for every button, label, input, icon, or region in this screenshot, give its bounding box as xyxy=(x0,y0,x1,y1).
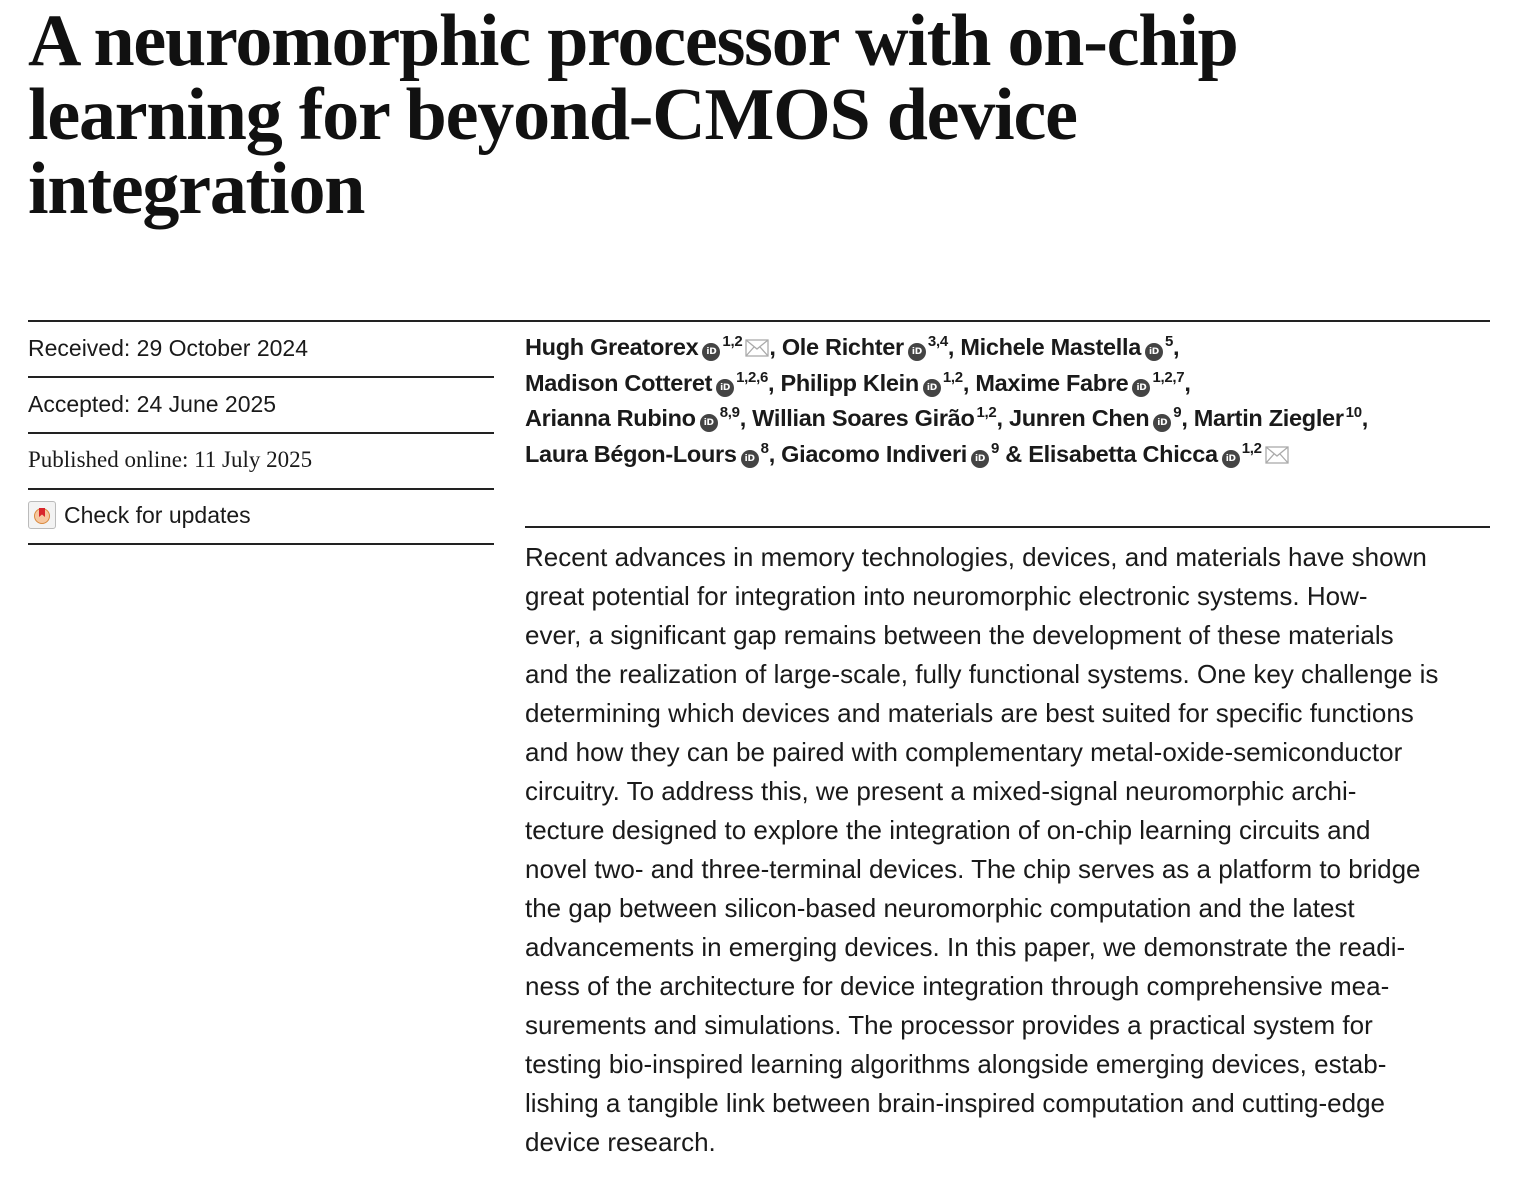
title-line: learning for beyond-CMOS device xyxy=(28,74,1077,156)
author[interactable] xyxy=(782,334,948,360)
abstract-line: Recent advances in memory technologies, devices, and materials have shown xyxy=(525,542,1427,572)
author-name: Arianna Rubino xyxy=(525,405,696,431)
author[interactable] xyxy=(525,334,769,360)
check-for-updates-link[interactable] xyxy=(28,500,251,530)
published-date: Published online: 11 July 2025 xyxy=(28,447,313,472)
affiliation: 3,4 xyxy=(927,333,948,350)
affiliation: 5 xyxy=(1165,333,1174,350)
author[interactable] xyxy=(975,370,1184,396)
affiliation: 1,2,6 xyxy=(736,368,768,386)
title-line: A neuromorphic processor with on-chip xyxy=(28,0,1238,82)
paper-title xyxy=(28,0,1468,230)
email-icon[interactable] xyxy=(1265,439,1289,475)
affiliation: 10 xyxy=(1345,404,1362,421)
affiliation: 1,2 xyxy=(722,333,743,350)
meta-divider xyxy=(28,543,494,545)
affiliation: 1,2 xyxy=(1241,439,1262,457)
meta-divider xyxy=(28,376,494,378)
email-icon[interactable] xyxy=(745,332,769,368)
received-date: Received: 29 October 2024 xyxy=(28,335,309,361)
author[interactable] xyxy=(960,334,1173,360)
orcid-icon[interactable]: iD xyxy=(971,450,989,468)
author[interactable] xyxy=(525,405,740,431)
abstract-line: great potential for integration into neuromorphic electronic systems. How- xyxy=(525,581,1368,611)
abstract-line: and how they can be paired with complementary metal-oxide-semiconductor xyxy=(525,737,1403,767)
orcid-icon[interactable]: iD xyxy=(1145,343,1163,361)
accepted-date: Accepted: 24 June 2025 xyxy=(28,391,277,417)
affiliation: 9 xyxy=(991,439,1000,457)
abstract-line: surements and simulations. The processor provides a practical system for xyxy=(525,1010,1373,1040)
check-updates-icon xyxy=(28,501,56,529)
meta-divider xyxy=(28,432,494,434)
author-list xyxy=(525,330,1495,472)
abstract-line: testing bio-inspired learning algorithms alongside emerging devices, estab- xyxy=(525,1049,1387,1079)
affiliation: 8 xyxy=(760,439,769,457)
abstract-line: advancements in emerging devices. In this paper, we demonstrate the readi- xyxy=(525,932,1406,962)
affiliation: 8,9 xyxy=(719,404,740,421)
author[interactable] xyxy=(525,441,769,467)
orcid-icon[interactable]: iD xyxy=(908,343,926,361)
author-name: Michele Mastella xyxy=(960,334,1141,360)
orcid-icon[interactable]: iD xyxy=(1132,379,1150,397)
author-line: Arianna Rubino iD$^{8,9}$, Willian Soares Girão $^{1,2}$, Junren Chen $iD^9$, Martin Ziegler $^{10}$, xyxy=(525,404,1368,431)
author-name: Giacomo Indiveri xyxy=(781,440,968,467)
top-rule xyxy=(28,320,1490,322)
abstract-line: device research. xyxy=(525,1127,716,1157)
author-name: Maxime Fabre xyxy=(975,369,1129,396)
meta-divider xyxy=(28,488,494,490)
author-name: Laura Bégon-Lours xyxy=(525,440,737,467)
affiliation: 1,2 xyxy=(976,404,997,421)
abstract-line: lishing a tangible link between brain-inspired computation and cutting-edge xyxy=(525,1088,1385,1118)
abstract-line: and the realization of large-scale, fully functional systems. One key challenge is xyxy=(525,659,1439,689)
abstract-line: determining which devices and materials are best suited for specific functions xyxy=(525,698,1414,728)
author-name: Willian Soares Girão xyxy=(752,405,975,431)
author[interactable] xyxy=(525,370,768,396)
abstract-line: the gap between silicon-based neuromorphic computation and the latest xyxy=(525,893,1355,923)
orcid-icon[interactable]: iD xyxy=(716,379,734,397)
abstract-line: circuitry. To address this, we present a mixed-signal neuromorphic archi- xyxy=(525,776,1357,806)
author[interactable] xyxy=(780,370,962,396)
abstract-line: ness of the architecture for device integration through comprehensive mea- xyxy=(525,971,1390,1001)
orcid-icon[interactable]: iD xyxy=(700,414,718,432)
orcid-icon[interactable]: iD xyxy=(1153,414,1171,432)
abstract-line: ever, a significant gap remains between the development of these materials xyxy=(525,620,1394,650)
author-line: Laura Bégon-Lours $iD^8$, Giacomo Indiveri $iD^9$ & Elisabetta Chicca iD$^{1,2}$ xyxy=(525,437,1495,473)
author-name: Martin Ziegler xyxy=(1193,405,1344,431)
affiliation: 1,2,7 xyxy=(1152,368,1185,386)
author-name: Madison Cotteret xyxy=(525,369,713,396)
abstract-rule xyxy=(525,526,1490,528)
abstract-line: tecture designed to explore the integration of on-chip learning circuits and xyxy=(525,815,1371,845)
check-updates-label: Check for updates xyxy=(64,502,251,528)
author-name: Ole Richter xyxy=(781,334,904,360)
author[interactable] xyxy=(752,405,996,431)
title-line: integration xyxy=(28,148,365,230)
orcid-icon[interactable]: iD xyxy=(1222,450,1240,468)
orcid-icon[interactable]: iD xyxy=(702,343,720,361)
orcid-icon[interactable]: iD xyxy=(923,379,941,397)
author-name: Elisabetta Chicca xyxy=(1028,440,1218,467)
author[interactable] xyxy=(1194,405,1362,431)
abstract xyxy=(525,538,1493,1162)
affiliation: 9 xyxy=(1173,404,1182,421)
abstract-line: novel two- and three-terminal devices. The chip serves as a platform to bridge xyxy=(525,854,1421,884)
author-line: Madison Cotteret iD$^{1,2,6}$, Philipp Klein iD$^{1,2}$, Maxime Fabre iD$^{1,2,7}$, xyxy=(525,368,1191,396)
author-name: Hugh Greatorex xyxy=(525,334,699,360)
author-name: Junren Chen xyxy=(1008,405,1150,431)
orcid-icon[interactable]: iD xyxy=(741,450,759,468)
author-name: Philipp Klein xyxy=(780,369,919,396)
author[interactable] xyxy=(781,441,999,467)
affiliation: 1,2 xyxy=(942,368,963,386)
author[interactable] xyxy=(1028,441,1288,467)
author[interactable] xyxy=(1009,405,1181,431)
author-line: Hugh Greatorex iD$^{1,2}$ , Ole Richter iD$^{3,4}$, Michele Mastella $iD^5$, xyxy=(525,330,1495,366)
